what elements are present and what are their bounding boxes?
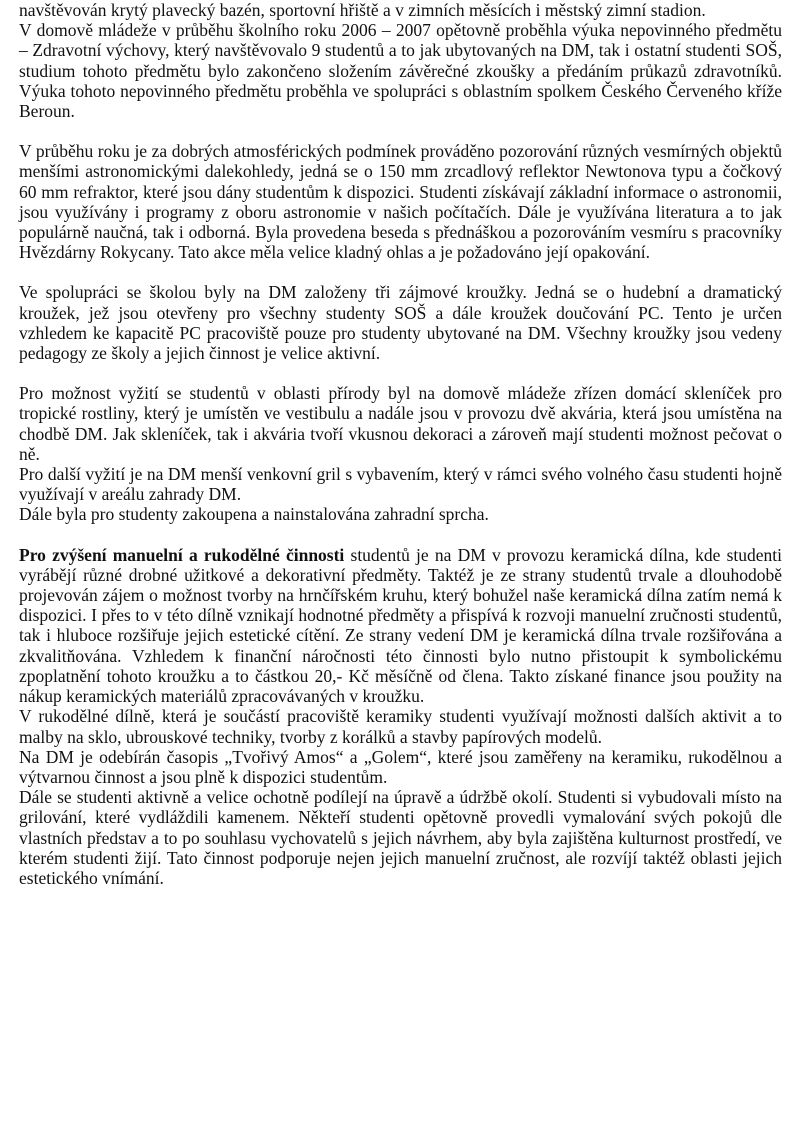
paragraph-spacer <box>19 525 782 545</box>
paragraph-grill: Pro další vyžití je na DM menší venkovní gril s vybavením, který v rámci svého volného času studenti hojně využívají v areálu zahrady DM. <box>19 464 782 505</box>
paragraph-maintenance: Dále se studenti aktivně a velice ochotně podílejí na úpravě a údržbě okolí. Studenti si vybudovali místo na grilování, které vydláždili kamenem. Někteří studenti opětovně provedli vymalování svých pokojů dle vlastních představ a to po souhlasu vychovatelů s jejich návrhem, aby byla zajištěna kulturnost prostředí, ve kterém studenti žijí. Tato činnost podporuje nejen jejich manuelní zručnost, ale rozvíjí taktéž oblasti jejich estetického vnímání. <box>19 787 782 888</box>
paragraph-nature: Pro možnost vyžití se studentů v oblasti přírody byl na domově mládeže zřízen domácí skleníček pro tropické rostliny, který je umístěn ve vestibulu a nadále jsou v provozu dvě akvária, která jsou umístěna na chodbě DM. Jak skleníček, tak i akvária tvoří vkusnou dekoraci a zároveň mají studenti možnost pečovat o ně. <box>19 383 782 464</box>
paragraph-ceramics <box>19 545 782 707</box>
paragraph-spacer <box>19 363 782 383</box>
paragraph-astronomy: V průběhu roku je za dobrých atmosférických podmínek prováděno pozorování různých vesmírných objektů menšími astronomickými dalekohledy, jedná se o 150 mm zrcadlový reflektor Newtonova typu a čočkový 60 mm refraktor, které jsou dány studentům k dispozici. Studenti získávají základní informace o astronomii, jsou využívány i programy z oboru astronomie v našich počítačích. Dále je využívána literatura a to jak populárně naučná, tak i odborná. Byla provedena beseda s přednáškou a pozorováním vesmíru s pracovníky Hvězdárny Rokycany. Tato akce měla velice kladný ohlas a je požadováno její opakování. <box>19 141 782 263</box>
paragraph-interest-clubs: Ve spolupráci se školou byly na DM založeny tři zájmové kroužky. Jedná se o hudební a dramatický kroužek, jež jsou otevřeny pro všechny studenty SOŠ a dále kroužek doučování PC. Tento je určen vzhledem ke kapacitě PC pracoviště pouze pro studenty ubytované na DM. Všechny kroužky jsou vedeny pedagogy ze školy a jejich činnost je velice aktivní. <box>19 282 782 364</box>
paragraph-handicraft: V rukodělné dílně, která je součástí pracoviště keramiky studenti využívají možnosti dalších aktivit a to malby na sklo, ubrouskové techniky, tvorby z korálků a stavby papírových modelů. <box>19 706 782 747</box>
paragraph-ceramics-text: studentů je na DM v provozu keramická dílna, kde studenti vyrábějí různé drobné užitkové a dekorativní předměty. Taktéž je ze strany studentů trvale a dlouhodobě projevován zájem o možnost tvorby na hrnčířském kruhu, který bohužel naše keramická dílna zatím nemá k dispozici. I přes to v této dílně vznikají hodnotné předměty a přispívá k rozvoji manuelní zručnosti studentů, tak i hluboce rozšiřuje jejich estetické cítění. Ze strany vedení DM je keramická dílna trvale rozšiřována a zkvalitňována. Vzhledem k finanční náročnosti této činnosti bylo nutno přistoupit k symbolickému zpoplatnění tohoto kroužku a to částkou 20,- Kč měsíčně od člena. Takto získané finance jsou použity na nákup keramických materiálů zpracovávaných v kroužku. <box>19 544 782 707</box>
paragraph-shower: Dále byla pro studenty zakoupena a nainstalována zahradní sprcha. <box>19 504 489 525</box>
paragraph-pool-intro: navštěvován krytý plavecký bazén, sportovní hřiště a v zimních měsících i městský zimní stadion. <box>19 0 706 20</box>
paragraph-spacer <box>19 121 782 141</box>
paragraph-magazines: Na DM je odebírán časopis „Tvořivý Amos“ a „Golem“, které jsou zaměřeny na keramiku, rukodělnou a výtvarnou činnost a jsou plně k dispozici studentům. <box>19 746 782 787</box>
paragraph-health-education: V domově mládeže v průběhu školního roku 2006 – 2007 opětovně proběhla výuka nepovinného předmětu – Zdravotní výchovy, který navštěvovalo 9 studentů a to jak ubytovaných na DM, tak i ostatní studenti SOŠ, studium tohoto předmětu bylo zakončeno složením závěrečné zkoušky a předáním průkazů zdravotníků. Výuka tohoto nepovinného předmětu proběhla ve spolupráci s oblastním spolkem Českého Červeného kříže Beroun. <box>19 20 782 122</box>
paragraph-ceramics-heading: Pro zvýšení manuelní a rukodělné činnosti <box>19 544 345 565</box>
paragraph-spacer <box>19 262 782 282</box>
